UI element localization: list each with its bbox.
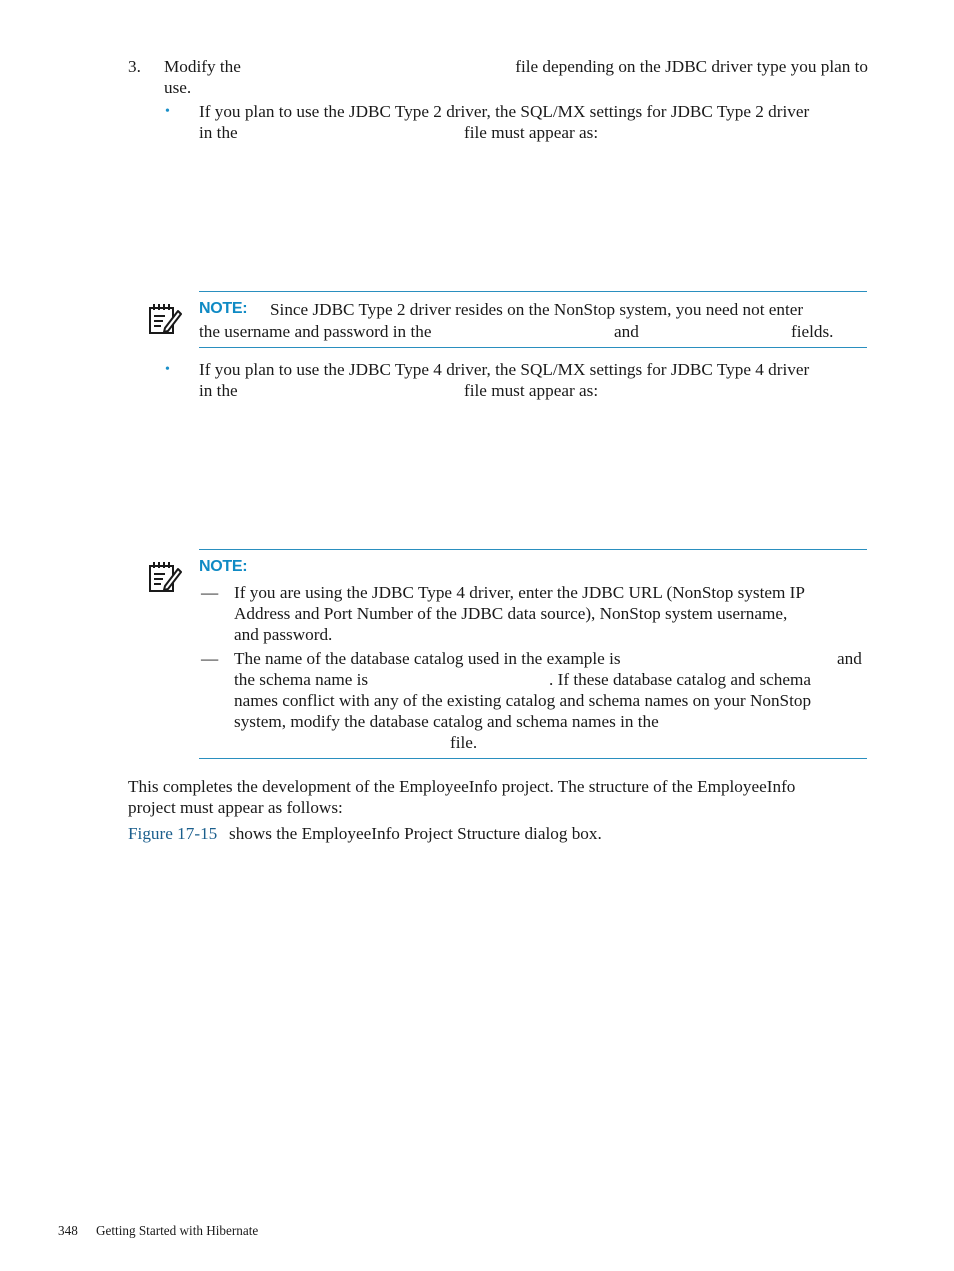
bullet-icon: • bbox=[165, 362, 170, 377]
note2-item1-line2: Address and Port Number of the JDBC data source), NonStop system username, bbox=[234, 604, 788, 623]
figure-link[interactable]: Figure 17-15 bbox=[128, 824, 218, 843]
closing-line1: This completes the development of the EmployeeInfo project. The structure of the EmployeeInfo bbox=[128, 777, 796, 796]
note2-item2-line2-b: . If these database catalog and schema bbox=[549, 670, 811, 689]
page-number: 348 bbox=[58, 1223, 78, 1238]
step3-line2: use. bbox=[164, 78, 192, 97]
note1-label: NOTE: bbox=[199, 300, 248, 317]
step3-text-a: Modify the bbox=[164, 57, 241, 76]
note2-item2-line4: system, modify the database catalog and schema names in the bbox=[234, 712, 659, 731]
note2-item2-line5: file. bbox=[450, 733, 478, 752]
note2-item1-line1: If you are using the JDBC Type 4 driver, enter the JDBC URL (NonStop system IP bbox=[234, 583, 805, 602]
bullet1-line1: If you plan to use the JDBC Type 2 driver, the SQL/MX settings for JDBC Type 2 driver bbox=[199, 102, 810, 121]
note2-item2-line1-b: and bbox=[837, 649, 862, 668]
footer-title: Getting Started with Hibernate bbox=[96, 1223, 259, 1238]
note-icon bbox=[148, 560, 182, 594]
bullet2-line1: If you plan to use the JDBC Type 4 driver, the SQL/MX settings for JDBC Type 4 driver bbox=[199, 360, 810, 379]
bullet1-line2-a: in the bbox=[199, 123, 238, 142]
bullet2-line2-b: file must appear as: bbox=[464, 381, 599, 400]
figure-caption-text: shows the EmployeeInfo Project Structure dialog box. bbox=[229, 824, 602, 843]
note2-item2-line1-a: The name of the database catalog used in the example is bbox=[234, 649, 621, 668]
note1-line2-c: fields. bbox=[791, 322, 834, 341]
note2-item2-line3: names conflict with any of the existing catalog and schema names on your NonStop bbox=[234, 691, 812, 710]
note1-line2-b: and bbox=[614, 322, 639, 341]
note2-item2-line2-a: the schema name is bbox=[234, 670, 369, 689]
note2-item1-line3: and password. bbox=[234, 625, 333, 644]
note1-line2-a: the username and password in the bbox=[199, 322, 432, 341]
note2-item2-dash: — bbox=[201, 649, 219, 668]
step3-line1 bbox=[164, 56, 868, 77]
note2-item1-dash: — bbox=[201, 583, 219, 602]
note-icon bbox=[148, 302, 182, 336]
step3-text-b: file depending on the JDBC driver type you plan to bbox=[515, 57, 868, 76]
note2-top-rule bbox=[199, 549, 867, 550]
bullet2-line2-a: in the bbox=[199, 381, 238, 400]
closing-line2: project must appear as follows: bbox=[128, 798, 343, 817]
note2-label: NOTE: bbox=[199, 558, 248, 575]
note2-bottom-rule bbox=[199, 758, 867, 759]
note1-bottom-rule bbox=[199, 347, 867, 348]
step-number: 3. bbox=[128, 57, 141, 76]
bullet-icon: • bbox=[165, 104, 170, 119]
note1-top-rule bbox=[199, 291, 867, 292]
bullet1-line2-b: file must appear as: bbox=[464, 123, 599, 142]
note1-line1: Since JDBC Type 2 driver resides on the NonStop system, you need not enter bbox=[270, 300, 804, 319]
